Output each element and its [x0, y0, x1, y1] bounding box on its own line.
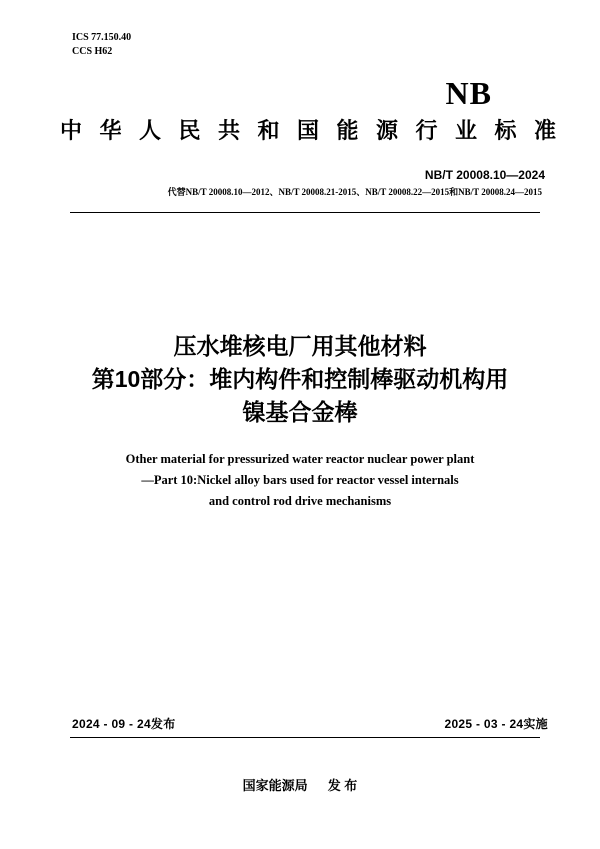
publisher-org: 国家能源局 [242, 778, 308, 793]
issue-date: 2024 - 09 - 24发布 [72, 717, 176, 731]
top-divider [70, 212, 540, 213]
implementation-date: 2025 - 03 - 24实施 [444, 717, 548, 731]
english-title-line-1: Other material for pressurized water reactor nuclear power plant [125, 452, 475, 466]
chinese-title-line-2: 第10部分：堆内构件和控制棒驱动机构用 [91, 366, 509, 392]
ics-code: ICS 77.150.40 [72, 32, 132, 43]
publisher [0, 777, 600, 795]
chinese-title [0, 330, 600, 429]
publisher-action: 发 布 [327, 778, 358, 793]
nb-logo: NB [445, 75, 492, 111]
english-title [0, 449, 600, 512]
chinese-title-line-1: 压水堆核电厂用其他材料 [173, 333, 427, 359]
standard-category-title: 中华人民共和国能源行业标准 [60, 118, 558, 143]
english-title-line-2: —Part 10:Nickel alloy bars used for reactor vessel internals [141, 473, 459, 487]
english-title-line-3: and control rod drive mechanisms [208, 494, 392, 508]
standard-number: NB/T 20008.10—2024 [424, 168, 545, 182]
replaces-notice: 代替NB/T 20008.10—2012、NB/T 20008.21-2015、NB/T 20008.22—2015和NB/T 20008.24—2015 [167, 187, 542, 197]
bottom-divider [70, 737, 540, 738]
chinese-title-line-3: 镍基合金棒 [242, 399, 358, 425]
ccs-code: CCS H62 [72, 46, 113, 57]
